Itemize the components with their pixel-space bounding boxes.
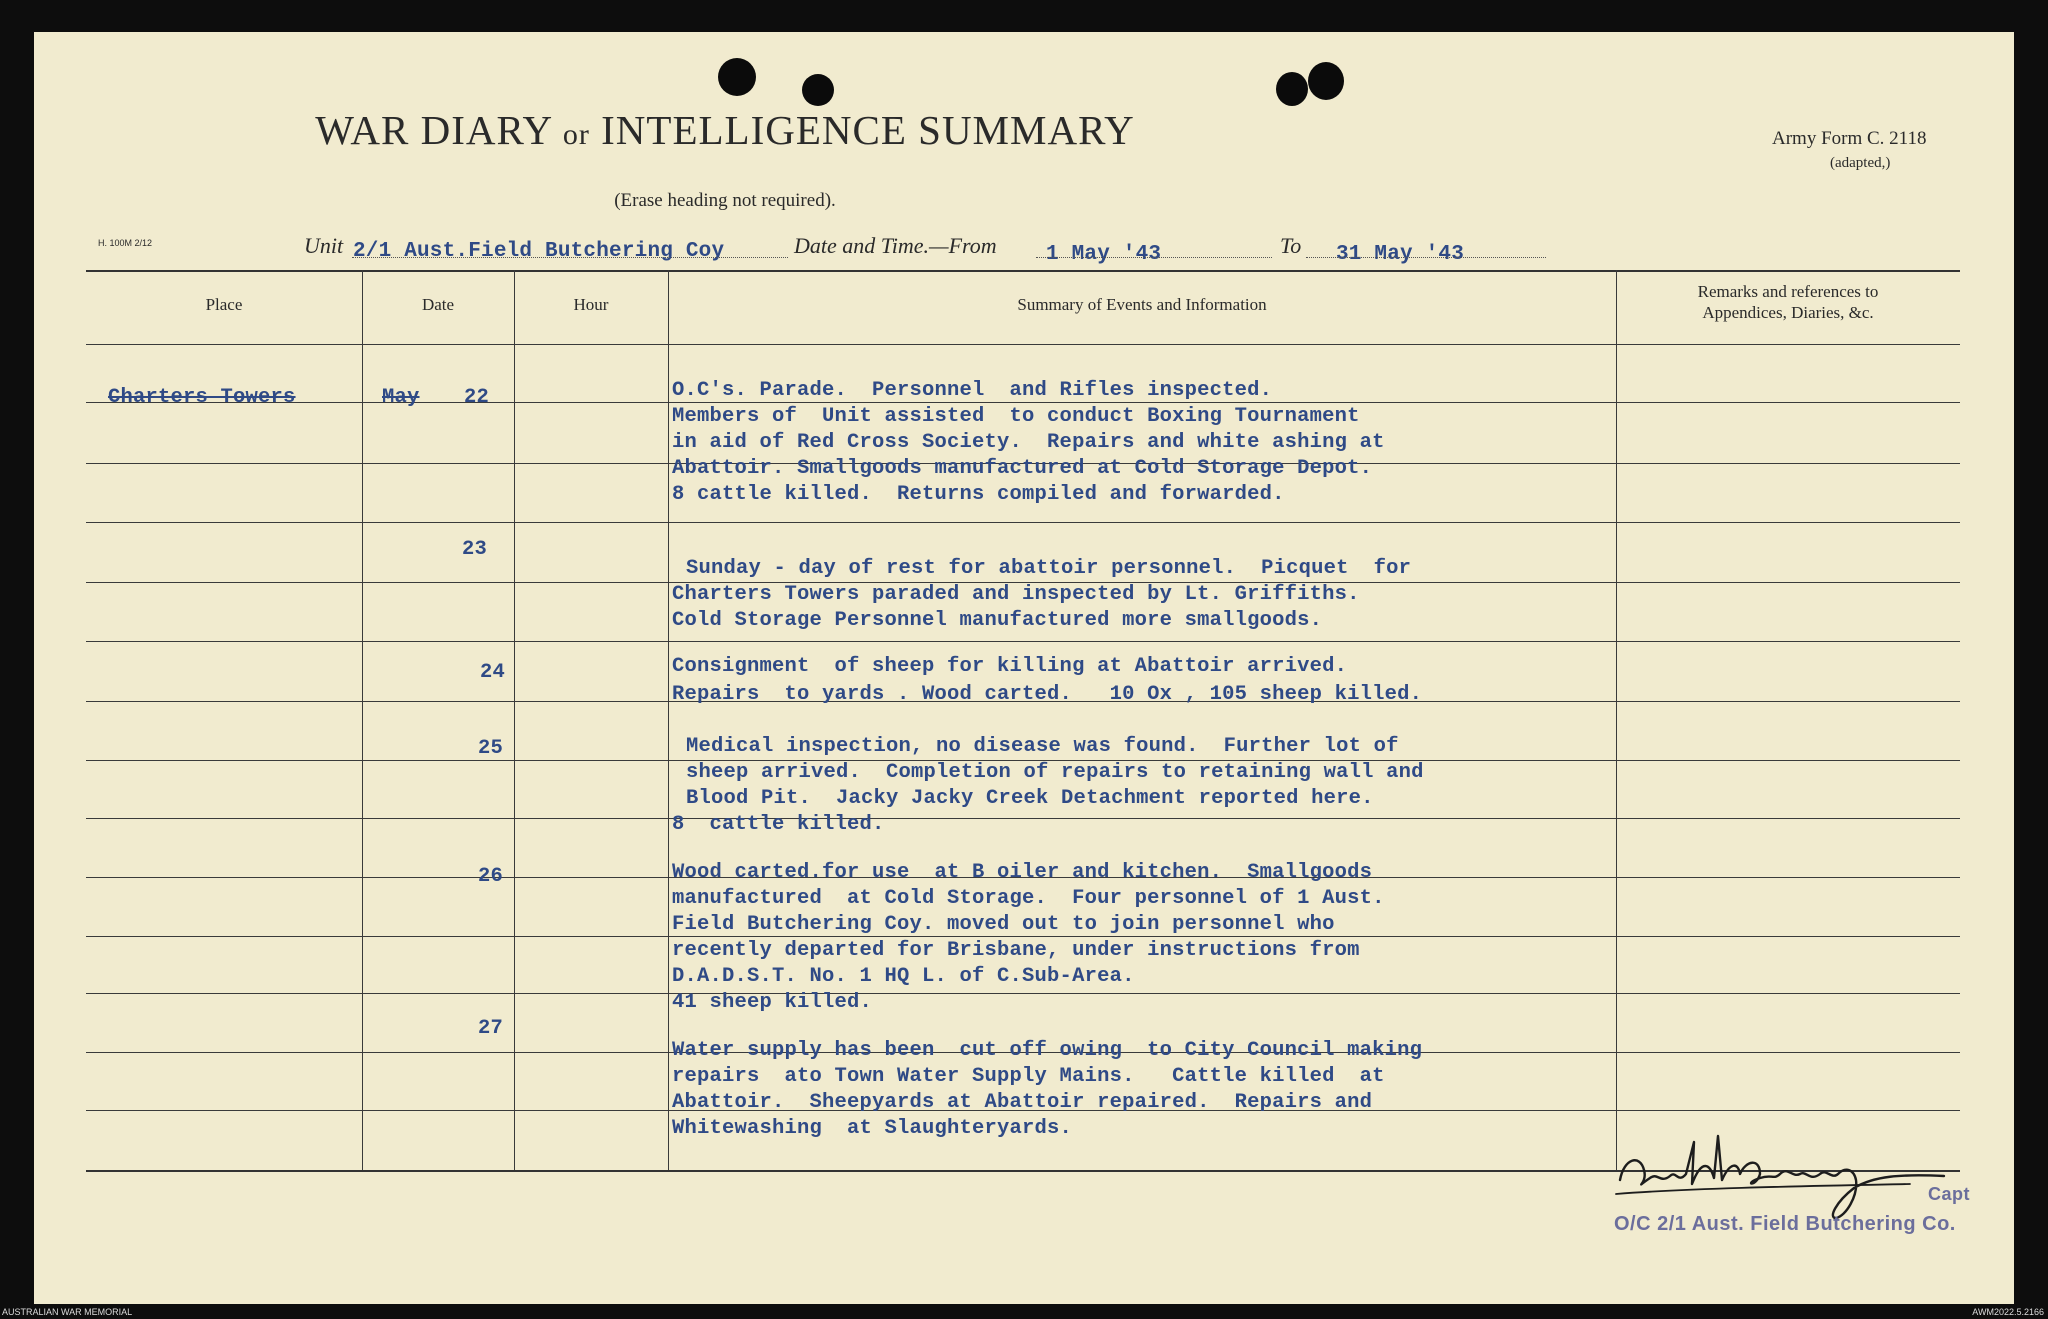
entry-day: 27	[478, 1017, 504, 1040]
date-from-value: 1 May '43	[1046, 243, 1162, 266]
remarks-header-line-1: Remarks and references to	[1697, 282, 1879, 301]
page-title	[0, 106, 1450, 154]
summary-line: 8 cattle killed. Returns compiled and forwarded.	[672, 483, 1285, 506]
summary-line: Abattoir. Smallgoods manufactured at Cold Storage Depot.	[672, 457, 1373, 480]
summary-line: Wood carted.for use at B oiler and kitchen. Smallgoods	[672, 861, 1373, 884]
ruled-line	[86, 993, 1960, 994]
erase-note: (Erase heading not required).	[614, 190, 836, 211]
summary-line: Charters Towers paraded and inspected by Lt. Griffiths.	[672, 583, 1360, 606]
column-header-summary: Summary of Events and Information	[1017, 295, 1267, 314]
title-part-or: or	[562, 118, 590, 151]
column-header-remarks	[1616, 281, 1960, 323]
column-header-place: Place	[205, 295, 243, 314]
ruled-line	[86, 402, 1960, 403]
summary-line: in aid of Red Cross Society. Repairs and white ashing at	[672, 431, 1385, 454]
from-underline	[1036, 257, 1272, 258]
summary-line: Repairs to yards . Wood carted. 10 Ox , 105 sheep killed.	[672, 683, 1423, 706]
unit-value: 2/1 Aust.Field Butchering Coy	[353, 240, 725, 263]
summary-line: sheep arrived. Completion of repairs to retaining wall and	[686, 761, 1424, 784]
entry-place: Charters Towers	[108, 386, 296, 409]
unit-underline	[352, 257, 788, 258]
column-divider-summary	[1616, 270, 1617, 1170]
punch-hole	[718, 58, 756, 96]
summary-line: Members of Unit assisted to conduct Boxing Tournament	[672, 405, 1360, 428]
form-print-code: H. 100M 2/12	[98, 238, 153, 248]
army-form-number: Army Form C. 2118	[1772, 128, 1927, 149]
to-underline	[1306, 257, 1546, 258]
summary-line: Field Butchering Coy. moved out to join personnel who	[672, 913, 1335, 936]
entry-day: 23	[462, 538, 488, 561]
summary-line: 41 sheep killed.	[672, 991, 873, 1014]
summary-line: Whitewashing at Slaughteryards.	[672, 1117, 1073, 1140]
summary-line: Medical inspection, no disease was found. Further lot of	[686, 735, 1399, 758]
date-to-label: To	[1280, 233, 1302, 258]
punch-hole	[1276, 72, 1308, 106]
summary-line: repairs ato Town Water Supply Mains. Cattle killed at	[672, 1065, 1385, 1088]
summary-line: Blood Pit. Jacky Jacky Creek Detachment reported here.	[686, 787, 1374, 810]
summary-line: Abattoir. Sheepyards at Abattoir repaired. Repairs and	[672, 1091, 1373, 1114]
summary-line: recently departed for Brisbane, under instructions from	[672, 939, 1360, 962]
summary-line: 8 cattle killed.	[672, 813, 885, 836]
footer-institution: AUSTRALIAN WAR MEMORIAL	[2, 1307, 133, 1317]
ruled-line	[86, 936, 1960, 937]
summary-line: D.A.D.S.T. No. 1 HQ L. of C.Sub-Area.	[672, 965, 1135, 988]
title-part-war-diary: WAR DIARY	[315, 107, 552, 153]
title-part-intelligence-summary: INTELLIGENCE SUMMARY	[601, 107, 1135, 153]
summary-line: Sunday - day of rest for abattoir personnel. Picquet for	[686, 557, 1412, 580]
entry-day: 24	[480, 661, 506, 684]
signature-rank: Capt	[1928, 1184, 1970, 1204]
unit-label: Unit	[304, 233, 344, 258]
ruled-line	[86, 344, 1960, 345]
summary-line: O.C's. Parade. Personnel and Rifles inspected.	[672, 379, 1273, 402]
table-top-rule	[86, 270, 1960, 272]
summary-line: Water supply has been cut off owing to City Council making	[672, 1039, 1423, 1062]
punch-hole	[802, 74, 834, 106]
column-divider-place	[362, 270, 363, 1170]
ruled-line	[86, 522, 1960, 523]
summary-line: manufactured at Cold Storage. Four personnel of 1 Aust.	[672, 887, 1385, 910]
column-header-date: Date	[421, 295, 455, 314]
entry-day: 22	[464, 386, 490, 409]
date-time-label: Date and Time.—From	[794, 233, 997, 258]
army-form-adapted: (adapted,)	[1830, 155, 1891, 171]
summary-line: Consignment of sheep for killing at Abattoir arrived.	[672, 655, 1348, 678]
entry-day: 26	[478, 865, 504, 888]
entry-month: May	[382, 386, 420, 409]
footer-reference: AWM2022.5.2166	[1972, 1307, 2044, 1317]
date-to-value: 31 May '43	[1336, 243, 1465, 266]
summary-line: Cold Storage Personnel manufactured more smallgoods.	[672, 609, 1323, 632]
unit-stamp: O/C 2/1 Aust. Field Butchering Co.	[1614, 1213, 1956, 1235]
ruled-line	[86, 641, 1960, 642]
ruled-line	[86, 818, 1960, 819]
punch-hole	[1308, 62, 1344, 100]
handwritten-signature	[1610, 1118, 1970, 1228]
column-divider-hour	[668, 270, 669, 1170]
column-header-hour: Hour	[573, 295, 609, 314]
column-divider-date	[514, 270, 515, 1170]
entry-day: 25	[478, 737, 504, 760]
remarks-header-line-2: Appendices, Diaries, &c.	[1702, 303, 1874, 322]
